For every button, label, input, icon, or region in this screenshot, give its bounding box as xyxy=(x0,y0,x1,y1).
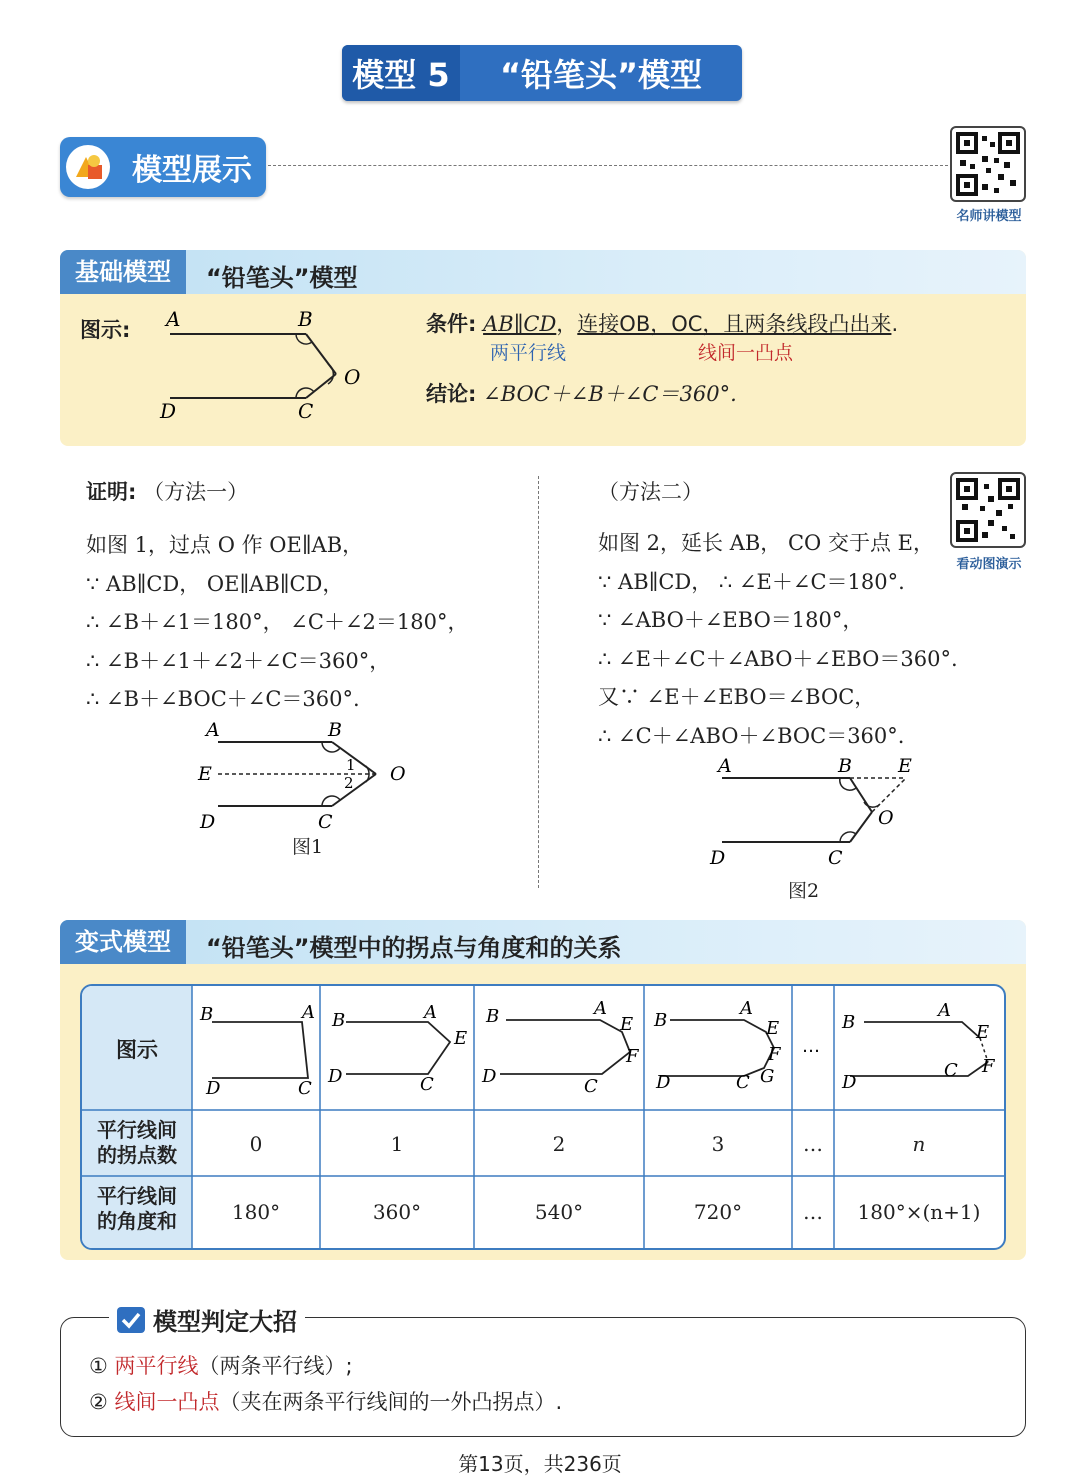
variant-figure-3 xyxy=(653,998,782,1093)
count-cell: 3 xyxy=(711,1132,725,1156)
v2-label-d: D xyxy=(482,1066,497,1087)
proof1-line: ∴ ∠B＋∠1＋∠2＋∠C＝360°， xyxy=(86,648,391,673)
conclusion-text: ∠BOC＋∠B＋∠C＝360°. xyxy=(483,382,737,406)
variant-model-tag: 变式模型 xyxy=(60,920,186,964)
label-o: O xyxy=(344,365,361,389)
judgement-box xyxy=(60,1308,1026,1437)
basic-model-tag: 基础模型 xyxy=(60,250,186,294)
v3-label-f: F xyxy=(768,1044,781,1065)
title-banner xyxy=(342,45,742,101)
proof2-line: ∴ ∠C＋∠ABO＋∠BOC＝360°. xyxy=(598,723,905,748)
check-icon xyxy=(117,1307,145,1333)
count-cell: 1 xyxy=(390,1132,404,1156)
fig1-label-d: D xyxy=(200,811,216,833)
column-divider xyxy=(538,476,539,888)
proof-heading xyxy=(86,476,248,506)
fig2-label-e: E xyxy=(898,755,912,777)
figure-2 xyxy=(700,750,940,874)
sum-cell: 180°×(n+1) xyxy=(857,1200,981,1224)
row-header-sum: 平行线间的角度和 xyxy=(97,1184,177,1233)
proof-method-2: （方法二） xyxy=(598,480,703,504)
count-cell: n xyxy=(912,1132,926,1156)
v1-label-b: B xyxy=(332,1010,346,1031)
basic-model-header xyxy=(60,250,1026,294)
proof1-lines xyxy=(86,526,468,719)
judgement-header xyxy=(109,1302,305,1337)
label-d: D xyxy=(160,399,177,423)
variant-figure-ellipsis: … xyxy=(802,1036,820,1057)
page-footer: 第13页，共236页 xyxy=(458,1452,622,1476)
label-c: C xyxy=(298,399,314,423)
shapes-icon xyxy=(66,145,110,189)
condition-label: 条件: xyxy=(426,312,477,336)
proof2-line: ∴ ∠E＋∠C＋∠ABO＋∠EBO＝360°. xyxy=(598,646,958,671)
vn-label-b: B xyxy=(842,1012,856,1033)
proof-method-1: （方法一） xyxy=(143,480,249,504)
proof1-line: 如图 1，过点 O 作 OE∥AB， xyxy=(86,533,364,557)
vn-label-e: E xyxy=(976,1022,990,1043)
item-number: ① xyxy=(89,1354,108,1378)
figure-1-caption: 图1 xyxy=(292,836,324,858)
qr-animation-caption: 看动图演示 xyxy=(956,557,1022,572)
figure-label: 图示: xyxy=(80,318,131,342)
vn-label-a: A xyxy=(938,1000,951,1021)
label-b: B xyxy=(298,307,313,331)
fig1-label-e: E xyxy=(198,763,212,785)
variant-model-title: “铅笔头”模型中的拐点与角度和的关系 xyxy=(206,934,622,962)
vn-label-d: D xyxy=(842,1072,857,1093)
v3-label-d: D xyxy=(656,1072,671,1093)
proof2-line: 如图 2，延长 AB， CO 交于点 E， xyxy=(598,531,934,555)
vn-label-f: F xyxy=(982,1056,995,1077)
label-a: A xyxy=(166,307,181,331)
fig2-label-b: B xyxy=(838,755,852,777)
row-header-count: 平行线间的拐点数 xyxy=(97,1118,177,1167)
proof2-lines xyxy=(598,524,958,755)
proof1-line: ∴ ∠B＋∠1＝180°， ∠C＋∠2＝180°， xyxy=(86,610,469,634)
variant-table xyxy=(80,984,1006,1250)
conclusion-label: 结论: xyxy=(426,382,477,406)
v1-label-e: E xyxy=(454,1028,468,1049)
judgement-item-2 xyxy=(89,1386,562,1416)
v3-label-g: G xyxy=(760,1066,775,1087)
fig1-label-2: 2 xyxy=(344,774,354,792)
fig1-label-o: O xyxy=(390,763,406,785)
variant-figure-0 xyxy=(199,1002,315,1099)
conclusion-line xyxy=(426,378,737,408)
variant-model-box xyxy=(60,920,1026,1260)
proof2-line: ∵ ∠ABO＋∠EBO＝180°， xyxy=(598,608,864,632)
judgement-item-1 xyxy=(89,1350,353,1380)
v1-label-a: A xyxy=(424,1002,437,1023)
v3-label-b: B xyxy=(654,1010,668,1031)
qr-code-icon[interactable] xyxy=(950,126,1026,202)
v0-label-c: C xyxy=(298,1078,312,1099)
fig1-label-b: B xyxy=(328,719,342,741)
v2-label-e: E xyxy=(620,1014,634,1035)
section-header xyxy=(60,137,266,197)
model-name: “铅笔头”模型 xyxy=(499,56,703,94)
v0-label-d: D xyxy=(206,1078,221,1099)
proof-label: 证明: xyxy=(86,480,137,504)
condition-parallel: AB∥CD xyxy=(483,312,557,336)
item-keyword: 两平行线 xyxy=(114,1354,199,1378)
sum-cell: 360° xyxy=(372,1200,422,1224)
condition-period: . xyxy=(891,312,899,336)
basic-model-box xyxy=(60,250,1026,446)
proof1-line: ∵ AB∥CD， OE∥AB∥CD， xyxy=(86,571,344,596)
fig1-label-c: C xyxy=(318,811,333,833)
fig2-label-c: C xyxy=(828,847,843,869)
sum-cell: 720° xyxy=(693,1200,743,1224)
sum-cell: 180° xyxy=(231,1200,281,1224)
condition-comma: ， xyxy=(556,312,578,336)
section-title: 模型展示 xyxy=(132,153,252,188)
v0-label-b: B xyxy=(200,1004,214,1025)
condition-connect: 连接OB，OC，且两条线段凸出来 xyxy=(577,312,892,336)
vn-label-c: C xyxy=(944,1060,958,1081)
fig1-label-1: 1 xyxy=(346,756,356,774)
v3-label-c: C xyxy=(736,1072,750,1093)
note-point: 线间一凸点 xyxy=(698,342,794,364)
v2-label-c: C xyxy=(584,1076,598,1097)
v0-label-a: A xyxy=(302,1002,315,1023)
variant-figure-n xyxy=(841,1000,996,1093)
proof1-line: ∴ ∠B＋∠BOC＋∠C＝360°. xyxy=(86,687,360,711)
proof2-line: ∵ AB∥CD， ∴ ∠E＋∠C＝180°. xyxy=(598,569,905,594)
note-parallel: 两平行线 xyxy=(490,342,567,364)
sum-cell: 540° xyxy=(534,1200,584,1224)
basic-model-title: “铅笔头”模型 xyxy=(206,264,358,292)
qr-caption: 名师讲模型 xyxy=(956,209,1022,224)
v3-label-a: A xyxy=(740,998,753,1019)
v2-label-b: B xyxy=(486,1006,500,1027)
v2-label-a: A xyxy=(594,998,607,1019)
figure-1 xyxy=(190,716,430,840)
row-header-figure: 图示 xyxy=(116,1038,158,1062)
qr-code-animation-icon[interactable] xyxy=(950,472,1026,548)
item-detail: （两条平行线）; xyxy=(198,1354,353,1378)
item-keyword: 线间一凸点 xyxy=(114,1390,220,1414)
count-cell: … xyxy=(803,1132,823,1156)
figure-2-caption: 图2 xyxy=(788,880,820,902)
fig2-label-d: D xyxy=(710,847,726,869)
sum-cell: … xyxy=(803,1200,823,1224)
item-number: ② xyxy=(89,1390,108,1414)
v2-label-f: F xyxy=(626,1046,639,1067)
variant-figure-2 xyxy=(481,998,640,1097)
condition-line xyxy=(426,308,898,338)
fig2-label-o: O xyxy=(878,807,894,829)
fig2-label-a: A xyxy=(718,755,732,777)
count-cell: 0 xyxy=(249,1132,263,1156)
proof2-line: 又∵ ∠E＋∠EBO＝∠BOC， xyxy=(598,685,876,709)
variant-figure-1 xyxy=(327,1002,467,1095)
v1-label-c: C xyxy=(420,1074,434,1095)
item-detail: （夹在两条平行线间的一外凸拐点）. xyxy=(219,1390,563,1414)
fig1-label-a: A xyxy=(206,719,220,741)
model-number: 模型 5 xyxy=(342,45,460,101)
judgement-title: 模型判定大招 xyxy=(153,1308,297,1336)
section-divider xyxy=(268,165,948,166)
v1-label-d: D xyxy=(328,1066,343,1087)
v3-label-e: E xyxy=(766,1018,780,1039)
count-cell: 2 xyxy=(552,1132,566,1156)
